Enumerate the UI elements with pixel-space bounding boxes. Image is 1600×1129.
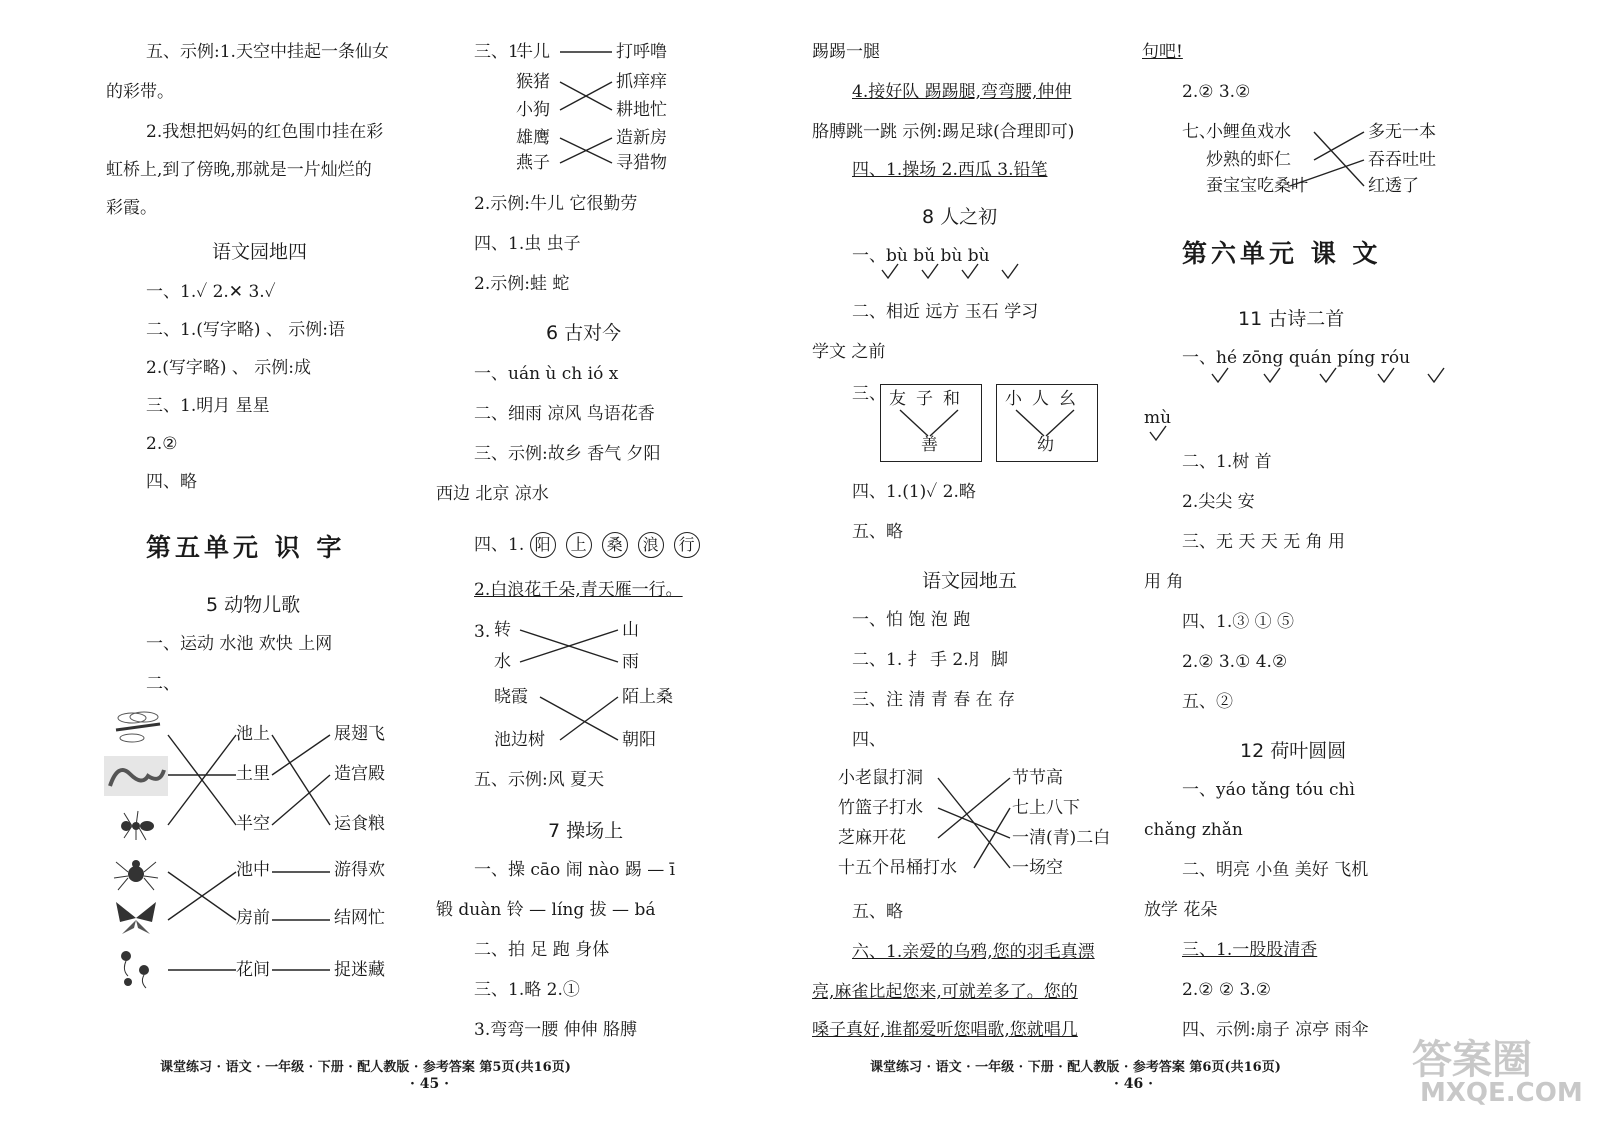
match-phrase: 一清(青)二白 [1012, 828, 1111, 848]
section-title: 语文园地五 [922, 570, 1018, 592]
answer-label: 四、 [852, 730, 886, 750]
answer-line: 四、示例:扇子 凉亭 雨伞 [1182, 1020, 1369, 1040]
answer-line: 一、操 cāo 闹 nào 踢 — ī [474, 860, 676, 880]
match-phrase: 十五个吊桶打水 [838, 858, 957, 878]
lesson-title: 11 古诗二首 [1238, 308, 1345, 330]
answer-line: mù [1144, 408, 1172, 428]
answer-line: 锻 duàn 铃 — líng 拔 — bá [436, 900, 656, 920]
answer-line: 西边 北京 凉水 [436, 484, 549, 504]
answer-label: 3. [474, 622, 491, 642]
match-word: 晓霞 [494, 687, 528, 707]
answer-line: 四、略 [146, 472, 197, 492]
answer-line: 放学 花朵 [1144, 900, 1218, 920]
lesson-title: 7 操场上 [548, 820, 624, 842]
answer-line: 2.② ② 3.② [1182, 980, 1271, 1000]
match-animal: 雄鹰 [516, 128, 550, 148]
answer-line: 三、无 天 天 无 角 用 [1182, 532, 1346, 552]
answer-line: 二、拍 足 跑 身体 [474, 940, 610, 960]
match-word: 水 [494, 652, 511, 672]
answer-label: 四、1. [474, 535, 525, 555]
box-result: 善 [921, 435, 938, 455]
answer-line: 的彩带。 [106, 82, 174, 102]
match-place: 半空 [236, 814, 270, 834]
match-place: 花间 [236, 960, 270, 980]
match-phrase: 吞吞吐吐 [1368, 150, 1436, 170]
page-footer: 课堂练习 · 语文 · 一年级 · 下册 · 配人教版 · 参考答案 第5页(共16页) [160, 1060, 571, 1075]
answer-line: 一、yáo tǎng tóu chì [1182, 780, 1355, 800]
match-action: 造宫殿 [334, 764, 385, 784]
answer-line: 彩霞。 [106, 198, 157, 218]
match-animal: 燕子 [516, 153, 550, 173]
match-phrase: 红透了 [1368, 176, 1419, 196]
answer-line: 2.我想把妈妈的红色围巾挂在彩 [146, 122, 384, 142]
match-action: 展翅飞 [334, 724, 385, 744]
unit-title: 第五单元 识 字 [146, 533, 346, 562]
answer-line: 一、运动 水池 欢快 上网 [146, 634, 333, 654]
page-number: · 46 · [1114, 1076, 1153, 1092]
answer-line: 学文 之前 [812, 342, 886, 362]
answer-line: 五、略 [852, 522, 903, 542]
match-action: 运食粮 [334, 814, 385, 834]
match-phrase: 小鲤鱼戏水 [1206, 122, 1291, 142]
answer-line: 2.(写字略) 、 示例:成 [146, 358, 312, 378]
answer-line: 五、② [1182, 692, 1233, 712]
answer-line: 二、1.树 首 [1182, 452, 1272, 472]
box-parts: 友子和 [889, 389, 970, 409]
watermark-url: MXQE.COM [1420, 1078, 1583, 1108]
page-number: · 45 · [410, 1076, 449, 1092]
answer-line: 2.示例:牛儿 它很勤劳 [474, 194, 638, 214]
match-word: 朝阳 [622, 730, 656, 750]
answer-line: 四、1.③ ① ⑤ [1182, 612, 1295, 632]
circled-character: 行 [674, 532, 700, 558]
match-phrase: 小老鼠打洞 [838, 768, 923, 788]
match-phrase: 一场空 [1012, 858, 1063, 878]
match-animal: 牛儿 [516, 42, 550, 62]
answer-line: 胳膊跳一跳 示例:踢足球(合理即可) [812, 122, 1075, 142]
match-phrase: 蚕宝宝吃桑叶 [1206, 176, 1308, 196]
match-phrase: 七上八下 [1012, 798, 1080, 818]
match-action: 抓痒痒 [616, 72, 667, 92]
match-action: 耕地忙 [616, 100, 667, 120]
answer-line: 二、 [146, 674, 180, 694]
answer-label: 三、1. [474, 42, 525, 62]
watermark-logo: 答案圈 [1412, 1037, 1532, 1083]
answer-line: 三、1.略 2.① [474, 980, 580, 1000]
match-word: 池边树 [494, 730, 545, 750]
answer-line: 亮,麻雀比起您来,可就差多了。您的 [812, 982, 1078, 1002]
answer-line: 二、1.(写字略) 、 示例:语 [146, 320, 346, 340]
match-phrase: 芝麻开花 [838, 828, 906, 848]
answer-line: 六、1.亲爱的乌鸦,您的羽毛真漂 [852, 942, 1095, 962]
box-result: 幼 [1037, 435, 1054, 455]
answer-line: 三、示例:故乡 香气 夕阳 [474, 444, 661, 464]
answer-line: 2.白浪花千朵,青天雁一行。 [474, 580, 683, 600]
match-place: 房前 [236, 908, 270, 928]
answer-line: 四、1.虫 虫子 [474, 234, 581, 254]
answer-line: 二、1. ⺘ 手 2.⺼ 脚 [852, 650, 1009, 670]
match-phrase: 节节高 [1012, 768, 1063, 788]
answer-line: 2.尖尖 安 [1182, 492, 1255, 512]
match-action: 寻猎物 [616, 153, 667, 173]
answer-line: 一、怕 饱 泡 跑 [852, 610, 971, 630]
answer-line: 虹桥上,到了傍晚,那就是一片灿烂的 [106, 160, 372, 180]
match-action: 游得欢 [334, 860, 385, 880]
answer-line: 五、示例:1.天空中挂起一条仙女 [146, 42, 389, 62]
match-phrase: 竹篮子打水 [838, 798, 923, 818]
match-action: 打呼噜 [616, 42, 667, 62]
answer-line: 4.接好队 踢踢腿,弯弯腰,伸伸 [852, 82, 1072, 102]
unit-title: 第六单元 课 文 [1182, 239, 1382, 268]
circled-character: 上 [566, 532, 592, 558]
answer-line: 三、注 清 青 春 在 存 [852, 690, 1016, 710]
answer-line: 一、uán ù ch ió x [474, 364, 619, 384]
match-animal: 小狗 [516, 100, 550, 120]
answer-line: 五、略 [852, 902, 903, 922]
answer-line: 二、明亮 小鱼 美好 飞机 [1182, 860, 1369, 880]
match-word: 雨 [622, 652, 639, 672]
circled-character: 桑 [602, 532, 628, 558]
lesson-title: 12 荷叶圆圆 [1240, 740, 1347, 762]
match-phrase: 炒熟的虾仁 [1206, 150, 1291, 170]
section-title: 语文园地四 [212, 241, 308, 263]
answer-line: 一、1.✓ 2.✕ 3.✓ [146, 282, 276, 302]
match-action: 结网忙 [334, 908, 385, 928]
circled-character: 浪 [638, 532, 664, 558]
match-phrase: 多无一本 [1368, 122, 1436, 142]
box-parts: 小人幺 [1005, 389, 1086, 409]
lesson-title: 6 古对今 [546, 322, 622, 344]
lesson-title: 5 动物儿歌 [206, 594, 301, 616]
answer-line: 五、示例:风 夏天 [474, 770, 605, 790]
answer-line: chǎng zhǎn [1144, 820, 1243, 840]
answer-line: 3.弯弯一腰 伸伸 胳膊 [474, 1020, 638, 1040]
answer-line: 二、相近 远方 玉石 学习 [852, 302, 1039, 322]
answer-line: 2.② [146, 434, 178, 454]
answer-label: 七、 [1182, 122, 1216, 142]
match-place: 池上 [236, 724, 270, 744]
answer-line: 一、hé zōng quán píng róu [1182, 348, 1411, 368]
answer-line: 四、1.操场 2.西瓜 3.铅笔 [852, 160, 1048, 180]
page-footer: 课堂练习 · 语文 · 一年级 · 下册 · 配人教版 · 参考答案 第6页(共16页) [870, 1060, 1281, 1075]
circled-character: 阳 [530, 532, 556, 558]
answer-label: 三、 [852, 384, 886, 404]
answer-line: 一、bù bǔ bù bù [852, 246, 990, 266]
answer-line: 嗓子真好,谁都爱听您唱歌,您就唱几 [812, 1020, 1078, 1040]
answer-line: 三、1.明月 星星 [146, 396, 270, 416]
answer-line: 用 角 [1144, 572, 1184, 592]
answer-line: 踢踢一腿 [812, 42, 880, 62]
answer-line: 2.示例:蛙 蛇 [474, 274, 570, 294]
answer-line: 2.② 3.② [1182, 82, 1251, 102]
lesson-title: 8 人之初 [922, 206, 998, 228]
match-place: 土里 [236, 764, 270, 784]
answer-line: 三、1.一股股清香 [1182, 940, 1318, 960]
answer-line: 2.② 3.① 4.② [1182, 652, 1288, 672]
answer-line: 二、细雨 凉风 鸟语花香 [474, 404, 655, 424]
match-action: 造新房 [616, 128, 667, 148]
match-action: 捉迷藏 [334, 960, 385, 980]
match-word: 转 [494, 620, 511, 640]
match-word: 陌上桑 [622, 687, 673, 707]
match-word: 山 [622, 620, 639, 640]
match-animal: 猴猪 [516, 72, 550, 92]
match-place: 池中 [236, 860, 270, 880]
answer-line: 四、1.(1)✓ 2.略 [852, 482, 976, 502]
answer-line: 句吧! [1142, 42, 1183, 62]
